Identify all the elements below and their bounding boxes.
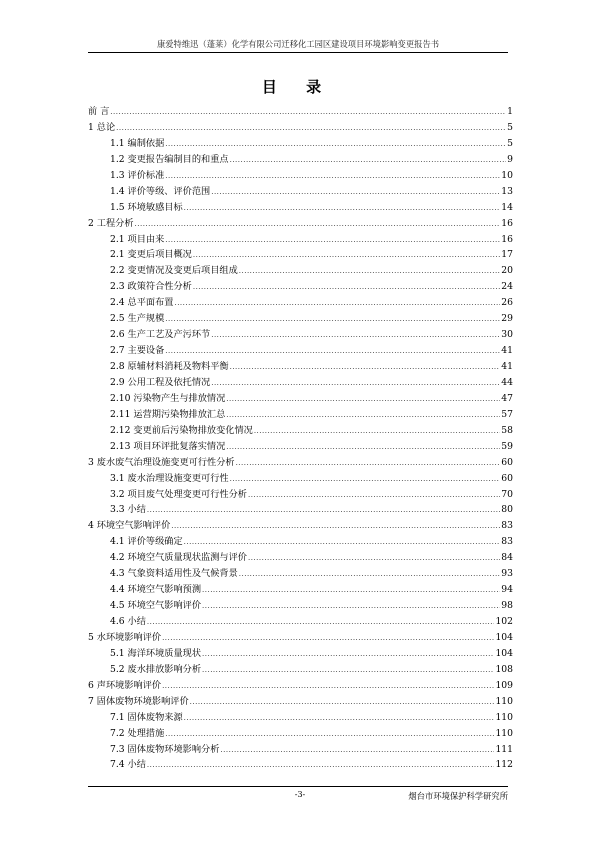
footer-page-number: -3- (294, 790, 306, 799)
toc-entry[interactable] (88, 247, 513, 263)
toc-entry[interactable] (88, 630, 513, 646)
toc-dot-leader (162, 679, 494, 695)
toc-entry-page: 104 (495, 647, 513, 659)
toc-entry[interactable] (88, 566, 513, 582)
toc-entry-page: 47 (501, 392, 513, 404)
toc-dot-leader (147, 503, 500, 519)
toc-entry[interactable] (88, 375, 513, 391)
toc-entry-page: 98 (501, 600, 513, 612)
toc-entry-page: 80 (501, 504, 513, 516)
toc-entry-label: 4.3 气象资料适用性及气候背景 (110, 568, 238, 580)
toc-entry[interactable] (88, 757, 513, 773)
toc-entry-label: 4 环境空气影响评价 (88, 520, 171, 532)
toc-entry-page: 5 (507, 137, 513, 149)
footer-organization: 烟台市环境保护科学研究所 (408, 791, 508, 801)
toc-dot-leader (230, 360, 501, 376)
toc-entry[interactable] (88, 152, 513, 168)
toc-entry[interactable] (88, 662, 513, 678)
table-of-contents (88, 104, 513, 773)
toc-entry-label: 7 固体废物环境影响评价 (88, 695, 189, 707)
toc-entry-label: 2.2 变更情况及变更后项目组成 (110, 265, 238, 277)
toc-entry-page: 16 (501, 233, 513, 245)
toc-entry[interactable] (88, 263, 513, 279)
toc-dot-leader (174, 296, 500, 312)
toc-dot-leader (193, 280, 500, 296)
toc-entry-label: 3.1 废水治理设施变更可行性 (110, 472, 229, 484)
toc-entry-label: 4.6 小结 (110, 616, 146, 627)
toc-entry-page: 112 (495, 759, 513, 771)
toc-dot-leader (202, 647, 494, 663)
toc-entry-label: 1.1 编制依据 (110, 137, 165, 149)
toc-entry[interactable] (88, 710, 513, 726)
toc-dot-leader (147, 615, 495, 631)
toc-entry[interactable] (88, 694, 513, 710)
toc-entry[interactable] (88, 327, 513, 343)
toc-entry-label: 4.4 环境空气影响预测 (110, 584, 202, 596)
toc-dot-leader (254, 424, 500, 440)
toc-entry-page: 59 (501, 440, 513, 452)
toc-dot-leader (190, 695, 495, 711)
toc-entry[interactable] (88, 455, 513, 471)
toc-dot-leader (230, 153, 507, 169)
toc-entry[interactable] (88, 216, 513, 232)
toc-entry-label: 2.5 生产规模 (110, 313, 165, 325)
toc-entry[interactable] (88, 614, 513, 630)
toc-entry[interactable] (88, 279, 513, 295)
toc-entry[interactable] (88, 407, 513, 423)
toc-dot-leader (239, 264, 501, 280)
toc-dot-leader (202, 663, 494, 679)
toc-entry-label: 2 工程分析 (88, 217, 134, 229)
toc-entry[interactable] (88, 184, 513, 200)
toc-entry[interactable] (88, 678, 513, 694)
toc-dot-leader (184, 535, 501, 551)
toc-entry[interactable] (88, 487, 513, 503)
toc-entry[interactable] (88, 391, 513, 407)
toc-entry-label: 2.10 污染物产生与排放情况 (110, 392, 226, 404)
toc-dot-leader (193, 248, 500, 264)
toc-dot-leader (211, 185, 500, 201)
toc-dot-leader (162, 631, 494, 647)
toc-entry-page: 10 (501, 169, 513, 181)
toc-entry[interactable] (88, 423, 513, 439)
toc-entry-label: 7.4 小结 (110, 759, 146, 771)
toc-entry-page: 41 (501, 361, 513, 372)
toc-entry-page: 110 (495, 695, 513, 707)
toc-dot-leader (165, 344, 500, 360)
toc-dot-leader (116, 121, 506, 137)
toc-dot-leader (248, 551, 500, 567)
toc-entry-label: 1.5 环境敏感目标 (110, 201, 183, 213)
toc-entry-page: 14 (501, 201, 513, 213)
toc-entry-page: 109 (495, 679, 513, 691)
toc-entry-label: 2.7 主要设备 (110, 345, 165, 357)
toc-dot-leader (226, 392, 500, 408)
toc-entry-page: 9 (507, 153, 513, 165)
toc-entry-page: 60 (501, 472, 513, 484)
toc-entry-page: 20 (501, 265, 513, 277)
toc-entry-label: 4.5 环境空气影响评价 (110, 600, 202, 612)
toc-entry[interactable] (88, 646, 513, 662)
toc-entry-page: 83 (501, 520, 513, 532)
toc-dot-leader (110, 105, 506, 121)
toc-entry-label: 2.8 原辅材料消耗及物料平衡 (110, 361, 229, 372)
toc-entry-label: 5.1 海洋环境质量现状 (110, 647, 202, 659)
toc-entry-label: 3 废水废气治理设施变更可行性分析 (88, 456, 235, 468)
toc-entry[interactable] (88, 168, 513, 184)
page-title: 目 录 (261, 78, 334, 96)
toc-entry-page: 57 (501, 408, 513, 420)
toc-dot-leader (184, 201, 501, 217)
toc-dot-leader (220, 743, 494, 759)
toc-entry[interactable] (88, 518, 513, 534)
toc-entry-page: 111 (495, 743, 513, 755)
toc-entry[interactable] (88, 295, 513, 311)
toc-entry[interactable] (88, 104, 513, 120)
toc-entry[interactable] (88, 136, 513, 152)
toc-entry-label: 2.13 项目环评批复落实情况 (110, 440, 226, 452)
toc-entry-page: 110 (495, 711, 513, 723)
toc-entry[interactable] (88, 343, 513, 359)
toc-entry-page: 30 (501, 329, 513, 341)
toc-entry-label: 1.3 评价标准 (110, 169, 165, 181)
toc-entry[interactable] (88, 200, 513, 216)
toc-entry-label: 2.3 政策符合性分析 (110, 281, 192, 293)
toc-dot-leader (202, 583, 500, 599)
toc-entry-label: 2.6 生产工艺及产污环节 (110, 329, 211, 341)
toc-entry[interactable] (88, 742, 513, 758)
header-rule (88, 52, 508, 53)
toc-entry-page: 24 (501, 281, 513, 293)
toc-entry-label: 2.12 变更前后污染物排放变化情况 (110, 424, 253, 436)
toc-dot-leader (165, 233, 500, 249)
toc-entry[interactable] (88, 502, 513, 518)
toc-entry-label: 2.1 项目由来 (110, 233, 165, 245)
toc-dot-leader (135, 217, 501, 233)
toc-entry-label: 7.2 处理措施 (110, 727, 165, 739)
toc-entry-page: 17 (501, 249, 513, 261)
toc-entry-page: 41 (501, 345, 513, 357)
footer-rule (88, 786, 508, 787)
toc-entry-page: 16 (501, 217, 513, 229)
toc-entry-page: 5 (507, 121, 513, 133)
toc-entry-label: 1.4 评价等级、评价范围 (110, 185, 211, 197)
toc-entry-page: 60 (501, 456, 513, 468)
toc-entry-page: 83 (501, 536, 513, 548)
toc-dot-leader (165, 727, 494, 743)
toc-entry[interactable] (88, 359, 513, 375)
toc-entry-label: 3.2 项目废气处理变更可行性分析 (110, 488, 247, 500)
toc-entry-label: 7.1 固体废物来源 (110, 711, 183, 723)
toc-dot-leader (147, 758, 495, 774)
toc-dot-leader (165, 137, 506, 153)
toc-entry-label: 5.2 废水排放影响分析 (110, 663, 202, 675)
toc-dot-leader (230, 472, 501, 488)
toc-entry-page: 108 (495, 663, 513, 675)
toc-entry-label: 5 水环境影响评价 (88, 631, 162, 643)
toc-dot-leader (211, 376, 500, 392)
toc-entry[interactable] (88, 120, 513, 136)
toc-entry-label: 6 声环境影响评价 (88, 679, 162, 691)
toc-dot-leader (226, 440, 500, 456)
toc-entry[interactable] (88, 471, 513, 487)
toc-dot-leader (184, 711, 495, 727)
toc-entry-label: 2.9 公用工程及依托情况 (110, 376, 211, 388)
toc-entry-page: 70 (501, 488, 513, 500)
toc-entry-page: 29 (501, 313, 513, 325)
toc-entry-page: 44 (501, 376, 513, 388)
toc-entry[interactable] (88, 550, 513, 566)
toc-dot-leader (236, 456, 501, 472)
toc-entry[interactable] (88, 726, 513, 742)
toc-entry-label: 4.1 评价等级确定 (110, 536, 183, 548)
toc-entry-label: 4.2 环境空气质量现状监测与评价 (110, 552, 247, 564)
toc-entry-label: 2.11 运营期污染物排放汇总 (110, 408, 226, 420)
toc-dot-leader (165, 312, 500, 328)
toc-entry[interactable] (88, 534, 513, 550)
toc-dot-leader (211, 328, 500, 344)
toc-entry[interactable] (88, 598, 513, 614)
toc-entry-page: 1 (507, 106, 513, 117)
toc-entry-label: 1.2 变更报告编制目的和重点 (110, 153, 229, 165)
running-header: 康爱特维迅（蓬莱）化学有限公司迁移化工园区建设项目环境影响变更报告书 (156, 39, 440, 49)
toc-entry[interactable] (88, 582, 513, 598)
toc-dot-leader (239, 567, 501, 583)
toc-dot-leader (165, 169, 500, 185)
toc-entry-label: 1 总论 (88, 121, 116, 133)
toc-dot-leader (171, 519, 500, 535)
toc-entry[interactable] (88, 311, 513, 327)
toc-dot-leader (202, 599, 500, 615)
toc-entry-label: 前 言 (88, 106, 110, 117)
toc-dot-leader (248, 488, 500, 504)
toc-entry-page: 94 (501, 584, 513, 596)
toc-dot-leader (226, 408, 500, 424)
toc-entry-page: 104 (495, 631, 513, 643)
toc-entry-page: 110 (495, 727, 513, 739)
toc-entry-page: 93 (501, 568, 513, 580)
toc-entry-page: 58 (501, 424, 513, 436)
toc-entry-label: 2.1 变更后项目概况 (110, 249, 192, 261)
toc-entry[interactable] (88, 232, 513, 248)
toc-entry-page: 102 (495, 616, 513, 627)
toc-entry-page: 26 (501, 297, 513, 309)
toc-entry-label: 3.3 小结 (110, 504, 146, 516)
toc-entry-page: 84 (501, 552, 513, 564)
toc-entry-page: 13 (501, 185, 513, 197)
toc-entry-label: 7.3 固体废物环境影响分析 (110, 743, 220, 755)
toc-entry[interactable] (88, 439, 513, 455)
toc-entry-label: 2.4 总平面布置 (110, 297, 174, 309)
